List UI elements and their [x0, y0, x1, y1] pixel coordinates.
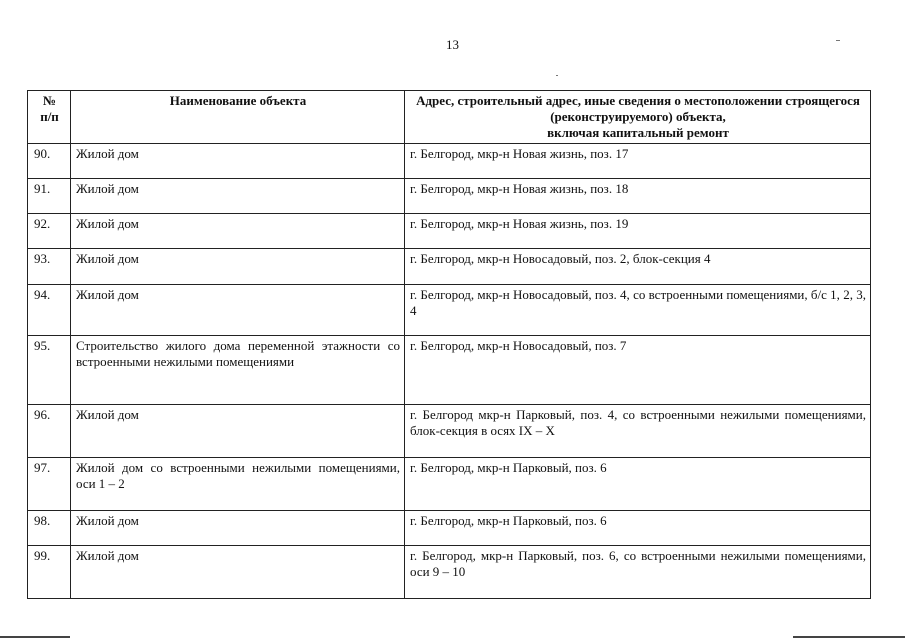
row-number: 94. [28, 285, 71, 336]
row-number: 98. [28, 511, 71, 546]
row-address: г. Белгород, мкр-н Новосадовый, поз. 2, блок-секция 4 [405, 249, 871, 285]
row-address: г. Белгород, мкр-н Новосадовый, поз. 7 [405, 336, 871, 405]
header-address: Адрес, строительный адрес, иные сведения о местоположении строящегося (реконструируемого) объекта, включая капитальный ремонт [405, 91, 871, 144]
scan-edge-line [0, 636, 70, 638]
row-address: г. Белгород, мкр-н Парковый, поз. 6 [405, 511, 871, 546]
row-address: г. Белгород, мкр-н Новая жизнь, поз. 19 [405, 214, 871, 249]
row-address: г. Белгород, мкр-н Новая жизнь, поз. 17 [405, 144, 871, 179]
row-name: Жилой дом [71, 214, 405, 249]
row-address: г. Белгород, мкр-н Парковый, поз. 6, со встроенными нежилыми помещениями, оси 9 – 10 [405, 546, 871, 599]
row-number: 95. [28, 336, 71, 405]
row-address: г. Белгород, мкр-н Новая жизнь, поз. 18 [405, 179, 871, 214]
row-number: 92. [28, 214, 71, 249]
scan-speck [836, 40, 840, 41]
table-row [28, 179, 871, 214]
row-name: Жилой дом [71, 144, 405, 179]
scan-speck [556, 75, 558, 76]
table-row [28, 249, 871, 285]
row-address: г. Белгород, мкр-н Новосадовый, поз. 4, со встроенными помещениями, б/с 1, 2, 3, 4 [405, 285, 871, 336]
table-row [28, 214, 871, 249]
row-number: 99. [28, 546, 71, 599]
table-header-row [28, 91, 871, 144]
row-number: 97. [28, 458, 71, 511]
row-address: г. Белгород, мкр-н Парковый, поз. 6 [405, 458, 871, 511]
page-number: 13 [446, 37, 459, 52]
row-name: Жилой дом [71, 249, 405, 285]
row-name: Жилой дом [71, 546, 405, 599]
table-row [28, 144, 871, 179]
scan-edge-line [793, 636, 905, 638]
header-name: Наименование объекта [71, 91, 405, 144]
row-name: Жилой дом [71, 285, 405, 336]
row-name: Жилой дом [71, 511, 405, 546]
table-row [28, 285, 871, 336]
row-number: 90. [28, 144, 71, 179]
table-row [28, 546, 871, 599]
table-row [28, 511, 871, 546]
objects-table [27, 90, 871, 599]
table-row [28, 405, 871, 458]
header-number: № п/п [28, 91, 71, 144]
table-row [28, 458, 871, 511]
row-number: 93. [28, 249, 71, 285]
row-number: 96. [28, 405, 71, 458]
row-number: 91. [28, 179, 71, 214]
row-name: Жилой дом [71, 179, 405, 214]
row-address: г. Белгород мкр-н Парковый, поз. 4, со встроенными нежилыми помещениями, блок-секция в осях IX – X [405, 405, 871, 458]
row-name: Строительство жилого дома переменной этажности со встроенными нежилыми помещениями [71, 336, 405, 405]
row-name: Жилой дом [71, 405, 405, 458]
table-row [28, 336, 871, 405]
row-name: Жилой дом со встроенными нежилыми помещениями, оси 1 – 2 [71, 458, 405, 511]
